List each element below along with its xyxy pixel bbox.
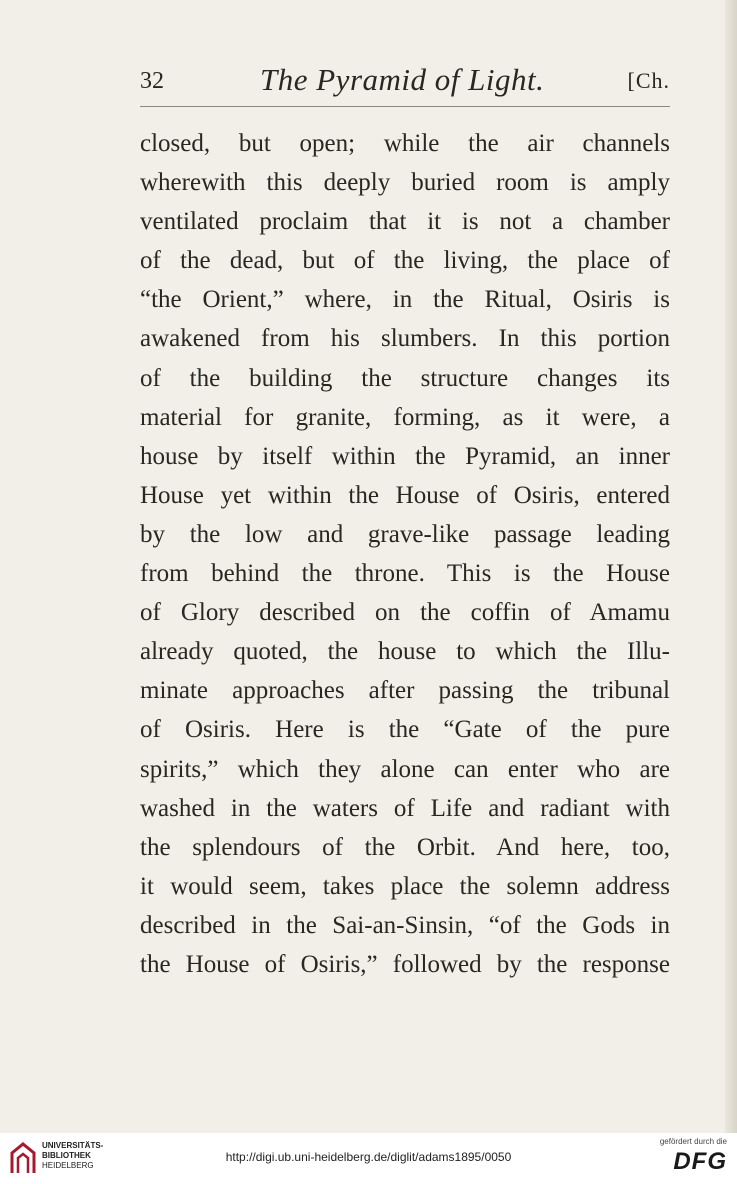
text-line: ventilated proclaim that it is not a chamber xyxy=(140,208,670,236)
text-line: wherewith this deeply buried room is amply xyxy=(140,169,670,197)
text-line: from behind the throne. This is the House xyxy=(140,560,670,588)
text-line: of the dead, but of the living, the place of xyxy=(140,247,670,275)
text-line: of the building the structure changes its xyxy=(140,364,670,392)
text-line: awakened from his slumbers. In this portion xyxy=(140,325,670,353)
text-line: material for granite, forming, as it were, a xyxy=(140,403,670,431)
body-text xyxy=(140,124,670,984)
text-line: House yet within the House of Osiris, entered xyxy=(140,481,670,509)
library-name-line1: UNIVERSITÄTS- xyxy=(42,1141,104,1150)
text-line: already quoted, the house to which the Illu- xyxy=(140,638,670,666)
text-line: closed, but open; while the air channels xyxy=(140,130,670,157)
page-edge xyxy=(725,0,737,1133)
page-number: 32 xyxy=(140,68,164,94)
dfg-logo: DFG xyxy=(673,1148,727,1175)
text-line: the House of Osiris,” followed by the response xyxy=(140,950,670,978)
text-line: described in the Sai-an-Sinsin, “of the Gods in xyxy=(140,911,670,939)
text-line: the splendours of the Orbit. And here, too, xyxy=(140,833,670,861)
funding-label: gefördert durch die xyxy=(659,1137,727,1146)
text-line: of Osiris. Here is the “Gate of the pure xyxy=(140,716,670,744)
text-line: “the Orient,” where, in the Ritual, Osiris is xyxy=(140,286,670,314)
header-rule xyxy=(140,106,670,107)
chapter-reference: [Ch. xyxy=(627,68,670,93)
text-line: house by itself within the Pyramid, an inner xyxy=(140,442,670,470)
permalink-url[interactable]: http://digi.ub.uni-heidelberg.de/diglit/adams1895/0050 xyxy=(225,1150,512,1164)
text-line: spirits,” which they alone can enter who are xyxy=(140,755,670,783)
running-header xyxy=(140,62,670,102)
text-line: by the low and grave-like passage leading xyxy=(140,520,670,548)
library-name-line3: HEIDELBERG xyxy=(42,1161,94,1170)
text-line: it would seem, takes place the solemn address xyxy=(140,872,670,900)
text-line: minate approaches after passing the tribunal xyxy=(140,677,670,705)
running-title: The Pyramid of Light. xyxy=(260,62,545,97)
footer-bar xyxy=(0,1133,737,1184)
library-name-line2: BIBLIOTHEK xyxy=(42,1151,91,1160)
funding-credit[interactable] xyxy=(637,1137,727,1176)
text-line: washed in the waters of Life and radiant with xyxy=(140,794,670,822)
text-line: of Glory described on the coffin of Amamu xyxy=(140,599,670,627)
